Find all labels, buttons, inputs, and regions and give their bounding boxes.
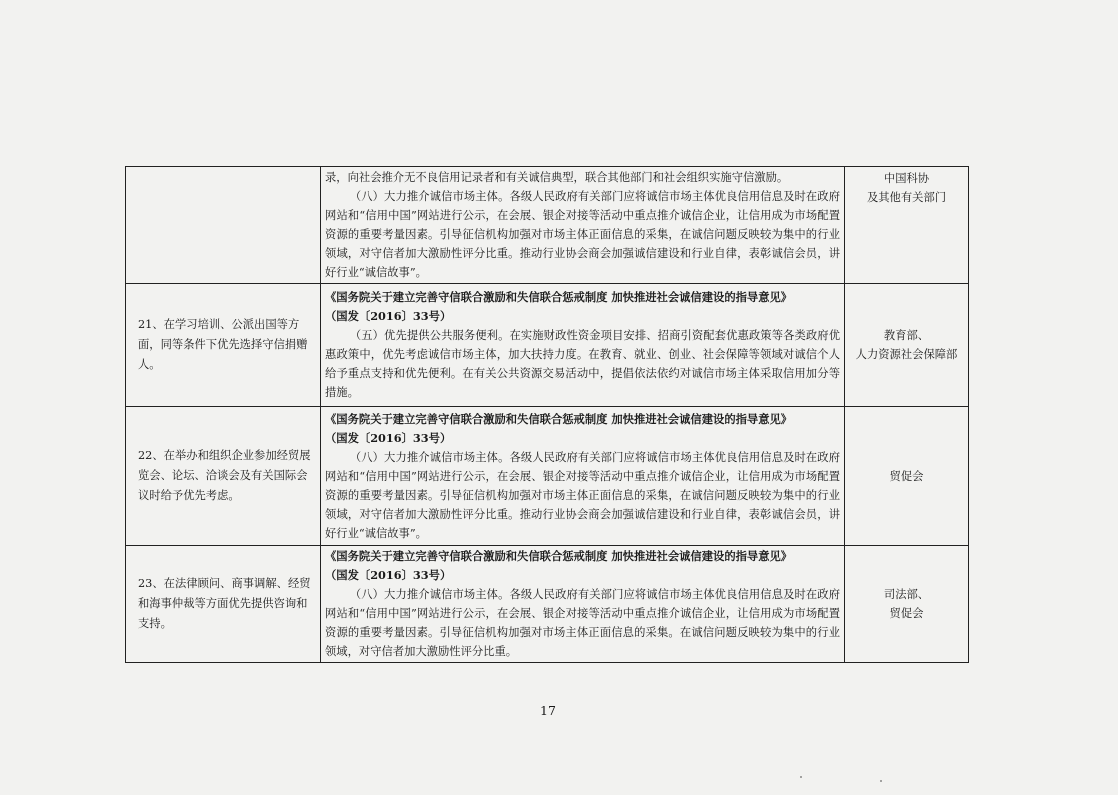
dept-text: 贸促会 [889,469,924,483]
dept-cell [845,407,969,546]
policy-document-title: 《国务院关于建立完善守信联合激励和失信联合惩戒制度 加快推进社会诚信建设的指导意见》 [325,549,793,563]
dept-text: 司法部、 贸促会 [883,588,930,620]
scan-speck [880,780,882,782]
basis-cell [321,284,845,407]
item-cell [126,407,321,546]
dept-text: 中国科协 及其他有关部门 [866,172,947,204]
item-cell [126,546,321,663]
basis-cell [321,546,845,663]
policy-document-number: （国发〔2016〕33号） [325,430,452,445]
item-text: 23、在法律顾问、商事调解、经贸和海事仲裁等方面优先提供咨询和支持。 [138,577,311,630]
policy-document-title: 《国务院关于建立完善守信联合激励和失信联合惩戒制度 加快推进社会诚信建设的指导意见》 [325,290,793,304]
item-text: 22、在举办和组织企业参加经贸展览会、论坛、洽谈会及有关国际会议时给予优先考虑。 [138,449,311,502]
basis-cell [321,167,845,284]
item-cell [126,284,321,407]
basis-text: （八）大力推介诚信市场主体。各级人民政府有关部门应将诚信市场主体优良信用信息及时在政府网站和“信用中国”网站进行公示，在会展、银企对接等活动中重点推介诚信企业，让信用成为市场配置资源的重要考量因素。引导征信机构加强对市场主体正面信息的采集，在诚信问题反映较为集中的行业领域，对守信者加大激励性评分比重。推动行业协会商会加强诚信建设和行业自律，表彰诚信会员，讲好行业“诚信故事”。 [325,190,840,279]
table-row [126,546,969,663]
dept-cell [845,546,969,663]
item-text: 21、在学习培训、公派出国等方面，同等条件下优先选择守信捐赠人。 [138,318,308,371]
scan-speck [800,776,802,778]
dept-cell [845,167,969,284]
basis-text: （八）大力推介诚信市场主体。各级人民政府有关部门应将诚信市场主体优良信用信息及时在政府网站和“信用中国”网站进行公示，在会展、银企对接等活动中重点推介诚信企业，让信用成为市场配置资源的重要考量因素。引导征信机构加强对市场主体正面信息的采集，在诚信问题反映较为集中的行业领域，对守信者加大激励性评分比重。推动行业协会商会加强诚信建设和行业自律，表彰诚信会员，讲好行业“诚信故事”。 [325,450,840,540]
item-cell [126,167,321,284]
table-row [126,167,969,284]
page-number: 17 [540,703,556,718]
policy-document-number: （国发〔2016〕33号） [325,568,452,582]
basis-cell [321,407,845,546]
basis-text: （五）优先提供公共服务便利。在实施财政性资金项目安排、招商引资配套优惠政策等各类政府优惠政策中，优先考虑诚信市场主体，加大扶持力度。在教育、就业、创业、社会保障等领域对诚信个人给予重点支持和优先便利。在有关公共资源交易活动中，提倡依法依约对诚信市场主体采取信用加分等措施。 [325,329,840,399]
basis-text: （八）大力推介诚信市场主体。各级人民政府有关部门应将诚信市场主体优良信用信息及时在政府网站和“信用中国”网站进行公示，在会展、银企对接等活动中重点推介诚信企业，让信用成为市场配置资源的重要考量因素。引导征信机构加强对市场主体正面信息的采集。在诚信问题反映较为集中的行业领域，对守信者加大激励性评分比重。 [325,588,840,658]
table-row [126,284,969,407]
policy-document-number: （国发〔2016〕33号） [325,309,452,323]
measures-table [125,166,969,663]
dept-text: 教育部、 人力资源社会保障部 [855,329,958,361]
table-row [126,407,969,546]
basis-text-continued: 录，向社会推介无不良信用记录者和有关诚信典型，联合其他部门和社会组织实施守信激励。 [325,171,789,184]
policy-document-title: 《国务院关于建立完善守信联合激励和失信联合惩戒制度 加快推进社会诚信建设的指导意见》 [325,411,793,426]
dept-cell [845,284,969,407]
